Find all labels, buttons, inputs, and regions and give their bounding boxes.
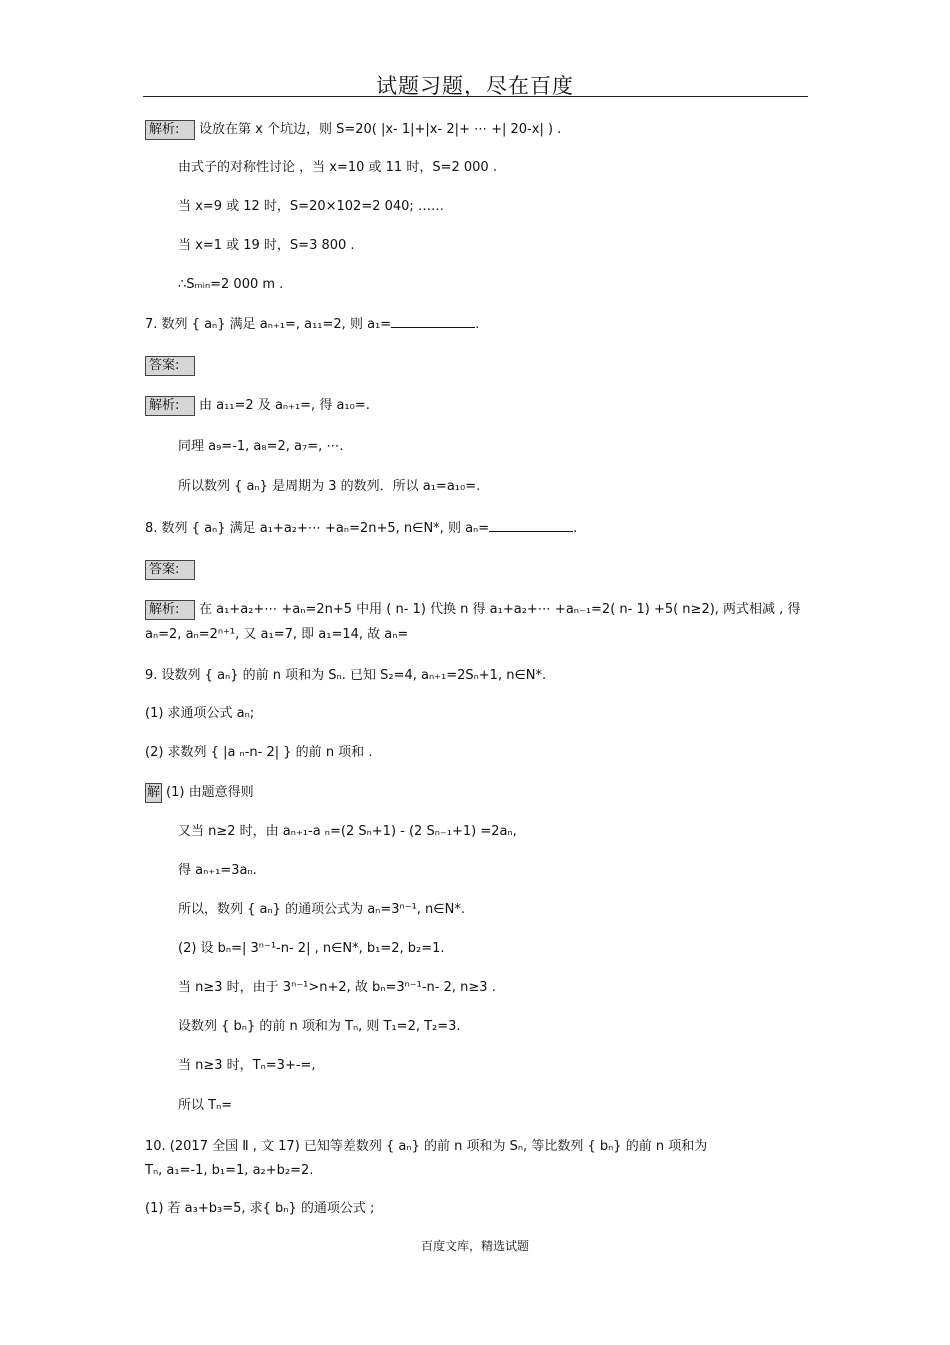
line-text: (1) 由题意得则: [166, 785, 254, 800]
line-text: 所以数列 { aₙ} 是周期为 3 的数列．所以 a₁=a₁₀=.: [178, 479, 481, 494]
line-text: (2) 设 bₙ=| 3ⁿ⁻¹-n- 2| , n∈N*, b₁=2, b₂=1.: [178, 941, 445, 956]
line-text: 当 x=1 或 19 时，S=3 800 .: [178, 238, 355, 253]
solution-tag: 解: [145, 783, 162, 803]
question-10: 10. (2017 全国 Ⅱ , 文 17) 已知等差数列 { aₙ} 的前 n 项和为 Sₙ, 等比数列 { bₙ} 的前 n 项和为: [145, 1139, 708, 1154]
question-7: [145, 315, 479, 334]
line-text: 所以，数列 { aₙ} 的通项公式为 aₙ=3ⁿ⁻¹, n∈N*.: [178, 902, 465, 917]
question-10-cont: Tₙ, a₁=-1, b₁=1, a₂+b₂=2.: [145, 1163, 314, 1178]
line-text: 当 x=9 或 12 时，S=20×102=2 040; ……: [178, 199, 444, 214]
solution-line: [145, 396, 370, 416]
page-header-title: 试题习题，尽在百度: [376, 74, 574, 98]
analysis-tag: 解析:: [145, 396, 195, 416]
line-text: 设放在第 x 个坑边，则 S=20( |x- 1|+|x- 2|+ ⋯ +| 20-x| ) .: [199, 122, 562, 137]
line-text: 所以 Tₙ=: [178, 1098, 233, 1113]
question-9: 9. 设数列 { aₙ} 的前 n 项和为 Sₙ. 已知 S₂=4, aₙ₊₁=2Sₙ+1, n∈N*.: [145, 668, 547, 683]
solution-line: [145, 120, 561, 140]
line-text: 当 n≥3 时，由于 3ⁿ⁻¹>n+2, 故 bₙ=3ⁿ⁻¹-n- 2, n≥3 .: [178, 980, 496, 995]
question-text: 7. 数列 { aₙ} 满足 aₙ₊₁=, a₁₁=2, 则 a₁=: [145, 317, 392, 332]
line-text: 同理 a₉=-1, a₈=2, a₇=, ⋯.: [178, 439, 344, 454]
answer-line: [145, 356, 199, 376]
question-end: .: [475, 317, 480, 332]
answer-tag: 答案:: [145, 356, 195, 376]
answer-tag: 答案:: [145, 560, 195, 580]
question-part: (2) 求数列 { |a ₙ-n- 2| } 的前 n 项和 .: [145, 745, 373, 760]
answer-line: [145, 560, 199, 580]
line-text: 又当 n≥2 时，由 aₙ₊₁-a ₙ=(2 Sₙ+1) - (2 Sₙ₋₁+1) =2aₙ,: [178, 824, 517, 839]
question-part: (1) 若 a₃+b₃=5, 求{ bₙ} 的通项公式 ;: [145, 1201, 375, 1216]
analysis-tag: 解析:: [145, 600, 195, 620]
header-divider: [143, 96, 808, 97]
answer-blank: [391, 315, 475, 328]
line-text: ∴Sₘᵢₙ=2 000 m .: [178, 277, 284, 292]
line-text: 由式子的对称性讨论 ，当 x=10 或 11 时，S=2 000 .: [178, 160, 497, 175]
question-part: (1) 求通项公式 aₙ;: [145, 706, 255, 721]
line-text: aₙ=2, aₙ=2ⁿ⁺¹, 又 a₁=7, 即 a₁=14, 故 aₙ=: [145, 627, 409, 642]
page-footer: 百度文库，精选试题: [420, 1239, 529, 1253]
question-end: .: [573, 521, 578, 536]
line-text: 由 a₁₁=2 及 aₙ₊₁=, 得 a₁₀=.: [199, 398, 370, 413]
question-8: [145, 519, 577, 538]
analysis-tag: 解析:: [145, 120, 195, 140]
solution-line: [145, 783, 254, 803]
line-text: 当 n≥3 时，Tₙ=3+-=,: [178, 1058, 316, 1073]
solution-line: [145, 600, 800, 620]
line-text: 在 a₁+a₂+⋯ +aₙ=2n+5 中用 ( n- 1) 代换 n 得 a₁+a₂+⋯ +aₙ₋₁=2( n- 1) +5( n≥2), 两式相减 , 得: [199, 602, 801, 617]
line-text: 设数列 { bₙ} 的前 n 项和为 Tₙ, 则 T₁=2, T₂=3.: [178, 1019, 461, 1034]
line-text: 得 aₙ₊₁=3aₙ.: [178, 863, 257, 878]
answer-blank: [489, 519, 573, 532]
question-text: 8. 数列 { aₙ} 满足 a₁+a₂+⋯ +aₙ=2n+5, n∈N*, 则 aₙ=: [145, 521, 490, 536]
